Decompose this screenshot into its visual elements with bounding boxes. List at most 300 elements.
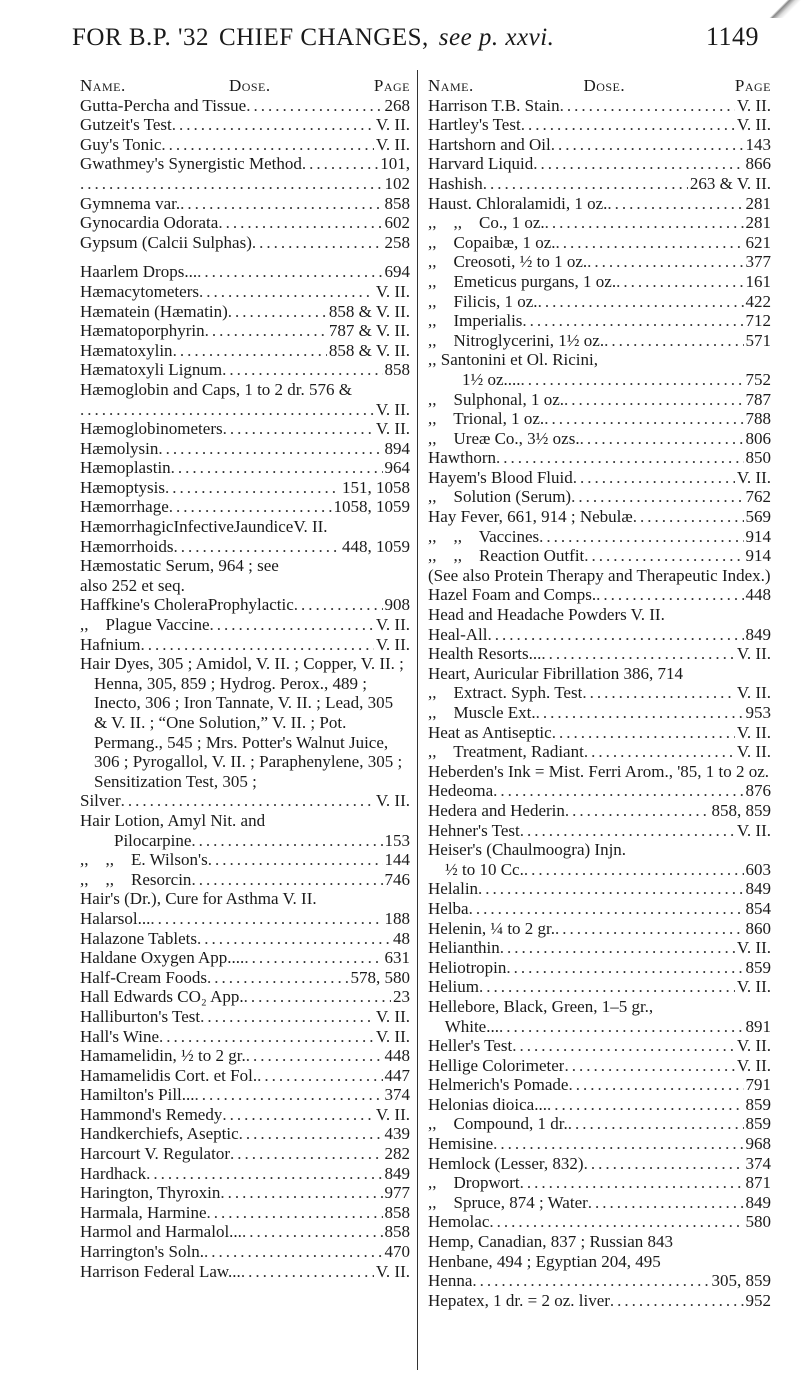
entry-name: ,, Muscle Ext. <box>428 703 536 722</box>
index-entry <box>428 644 771 664</box>
entry-name: ,, Spruce, 874 ; Water <box>428 1192 588 1212</box>
entry-page: 102 <box>384 173 410 193</box>
entry-page: 849 <box>745 1192 771 1212</box>
leader-dots <box>294 595 383 615</box>
entry-page: V. II. <box>375 399 410 419</box>
index-entry <box>428 487 771 507</box>
entry-name: Helba <box>428 898 469 918</box>
entry-page: 858 <box>384 360 410 380</box>
leader-dots <box>571 487 743 507</box>
entry-page: 101, <box>380 154 410 174</box>
entry-page: V. II. <box>736 95 771 115</box>
entry-name: Hellige Colorimeter <box>428 1055 565 1075</box>
leader-dots <box>587 252 743 272</box>
index-entry <box>80 96 410 116</box>
entry-name: Halarsol... <box>80 908 151 928</box>
entry-name: Harmol and Harmalol... <box>80 1222 242 1242</box>
entry-name: Hæmatoporphyrin <box>80 321 205 341</box>
heading-name: Name. <box>428 76 474 95</box>
entry-page: V. II. <box>736 467 771 487</box>
entry-page: 859 <box>745 1094 771 1114</box>
entry-name: Harrison T.B. Stain <box>428 95 560 115</box>
index-entry <box>428 625 771 645</box>
leader-dots <box>560 96 735 116</box>
entry-name: Hæmoplastin <box>80 458 171 478</box>
index-entries-right <box>428 96 771 1311</box>
entry-page: 752 <box>745 369 771 389</box>
leader-dots <box>551 135 744 155</box>
leader-dots <box>524 860 744 880</box>
entry-page: 746 <box>384 869 410 889</box>
index-entry-text: Hæmostatic Serum, 964 ; see <box>80 556 279 576</box>
leader-dots <box>607 194 743 214</box>
entry-name: Harrison Federal Law... <box>80 1261 241 1281</box>
index-entry <box>428 821 771 841</box>
entry-page: 281 <box>745 193 771 213</box>
index-entry <box>428 919 771 939</box>
leader-dots <box>538 292 744 312</box>
leader-dots <box>545 213 744 233</box>
index-entry <box>428 860 771 880</box>
entry-page: 859 <box>745 1114 771 1134</box>
entry-page: 858 & V. II. <box>328 340 410 360</box>
entry-name: ,, ,, Reaction Outfit <box>428 546 585 566</box>
leader-dots <box>222 1105 373 1125</box>
entry-page: 569 <box>745 507 771 527</box>
leader-dots <box>568 1075 743 1095</box>
entry-name: Handkerchiefs, Aseptic <box>80 1124 239 1144</box>
column-divider <box>417 70 418 1370</box>
leader-dots <box>568 1114 744 1134</box>
entry-page: 621 <box>745 232 771 252</box>
entry-name: Helianthin <box>428 938 500 958</box>
index-entry <box>80 419 410 439</box>
index-entry <box>80 948 410 968</box>
entry-name: Haffkine's CholeraProphylactic <box>80 595 294 615</box>
entry-name: Hamamelidin, ½ to 2 gr. <box>80 1046 246 1066</box>
index-entry <box>428 938 771 958</box>
entry-name: Harrington's Soln. <box>80 1242 204 1262</box>
entry-name: Hamilton's Pill... <box>80 1085 195 1105</box>
leader-dots <box>150 909 382 929</box>
entry-name: Halazone Tablets <box>80 928 197 948</box>
entry-name: Heller's Test <box>428 1036 513 1056</box>
entry-page: 914 <box>745 526 771 546</box>
leader-dots <box>173 341 327 361</box>
entry-name: Hæmatoxyli Lignum <box>80 360 223 380</box>
leader-dots <box>80 400 374 420</box>
leader-dots <box>257 1066 382 1086</box>
entry-page: V. II. <box>375 615 410 635</box>
index-entry <box>80 174 410 194</box>
leader-dots <box>533 154 743 174</box>
entry-page: 849 <box>384 1163 410 1183</box>
index-entry <box>428 742 771 762</box>
leader-dots <box>499 1017 744 1037</box>
entry-page: 602 <box>384 213 410 233</box>
leader-dots <box>197 262 382 282</box>
leader-dots <box>633 507 744 527</box>
index-entry-text: Hair Dyes, 305 ; Amidol, V. II. ; Copper, V. II. ; Henna, 305, 859 ; Hydrog. Perox., 489 ; Inecto, 306 ; Iron Tannate, V. II. ; Lead, 305 & V. II. ; “One Solution,” V. II. ; Pot. Permang., 545 ; Mrs. Potter's Walnut Juice, 306 ; Pyrogallol, V. II. ; Paraphenylene, 305 ; Sensitization Test, 305 ; <box>80 654 404 791</box>
entry-page: 952 <box>745 1290 771 1310</box>
entry-page: 964 <box>384 458 410 478</box>
entry-name: Hæmacytometers <box>80 281 199 301</box>
leader-dots <box>580 429 744 449</box>
leader-dots <box>487 625 743 645</box>
index-entry <box>428 1212 771 1232</box>
leader-dots <box>174 537 341 557</box>
index-entry <box>80 929 410 949</box>
index-entry <box>80 115 410 135</box>
entry-page: 1058, 1059 <box>333 497 410 517</box>
entry-name: Hafnium <box>80 634 141 654</box>
entry-name: Hæmatein (Hæmatin) <box>80 301 228 321</box>
leader-dots <box>539 527 743 547</box>
index-entry-text: (See also Protein Therapy and Therapeutic Index.) <box>428 565 771 585</box>
entry-page: 787 & V. II. <box>328 321 410 341</box>
index-entry <box>428 1173 771 1193</box>
entry-name: ,, Dropwort <box>428 1173 520 1193</box>
entry-name: Gymnema var. <box>80 193 181 213</box>
page-number: 1149 <box>705 22 759 51</box>
entry-page: 762 <box>745 487 771 507</box>
leader-dots <box>556 233 744 253</box>
running-title <box>72 24 554 52</box>
index-entry-text: Hair Lotion, Amyl Nit. and <box>80 810 266 830</box>
index-entry <box>428 174 771 194</box>
leader-dots <box>541 644 735 664</box>
leader-dots <box>536 703 744 723</box>
entry-page: 787 <box>745 389 771 409</box>
leader-dots <box>205 321 327 341</box>
entry-page: 161 <box>745 271 771 291</box>
entry-name: ,, ,, Co., 1 oz. <box>428 213 545 233</box>
entry-name: Heat as Antiseptic <box>428 722 552 742</box>
entry-name: Hartshorn and Oil <box>428 134 551 154</box>
index-entry <box>80 1203 410 1223</box>
entry-page: 448, 1059 <box>342 536 410 556</box>
entry-page: 858 <box>384 1202 410 1222</box>
leader-dots <box>191 870 382 890</box>
entry-page: V. II. <box>736 683 771 703</box>
leader-dots <box>302 154 378 174</box>
index-entry <box>80 478 410 498</box>
leader-dots <box>207 1203 383 1223</box>
entry-name: ,, Sulphonal, 1 oz. <box>428 389 564 409</box>
header-see-reference: see p. xxvi. <box>438 24 555 51</box>
leader-dots <box>200 1007 374 1027</box>
leader-dots <box>199 282 374 302</box>
leader-dots <box>165 478 340 498</box>
entry-page: 439 <box>384 1124 410 1144</box>
leader-dots <box>496 448 744 468</box>
entry-name: Harvard Liquid <box>428 154 534 174</box>
running-header <box>72 22 759 62</box>
entry-name: Hepatex, 1 dr. = 2 oz. liver <box>428 1290 610 1310</box>
entry-page: V. II. <box>736 1055 771 1075</box>
index-entry <box>80 850 410 870</box>
entry-name: Helenin, ¼ to 2 gr. <box>428 918 556 938</box>
leader-dots <box>159 1027 374 1047</box>
entry-name: ,, Copaibæ, 1 oz. <box>428 232 556 252</box>
entry-name: Gutzeit's Test <box>80 115 172 135</box>
leader-dots <box>588 1193 744 1213</box>
index-column-left <box>80 76 410 1281</box>
entry-name: ,, Ureæ Co., 3½ ozs. <box>428 428 580 448</box>
entry-name: Helium <box>428 977 479 997</box>
leader-dots <box>584 742 735 762</box>
header-chief: CHIEF CHANGES, <box>218 24 429 51</box>
entry-name: Hæmoglobinometers <box>80 419 223 439</box>
entry-name: ,, Filicis, 1 oz. <box>428 291 538 311</box>
index-entry <box>428 899 771 919</box>
entry-name: Haust. Chloralamidi, 1 oz. <box>428 193 608 213</box>
entry-page: 977 <box>384 1183 410 1203</box>
leader-dots <box>218 213 382 233</box>
entry-page: 281 <box>745 213 771 233</box>
entry-name: ,, ,, E. Wilson's <box>80 850 208 870</box>
entry-page: V. II. <box>375 1261 410 1281</box>
index-entry <box>428 1036 771 1056</box>
index-entry <box>428 429 771 449</box>
index-entry <box>80 135 410 155</box>
index-entry <box>80 1164 410 1184</box>
entry-page: 866 <box>745 154 771 174</box>
index-entry <box>80 870 410 890</box>
index-entry <box>80 791 410 811</box>
entry-page: 712 <box>745 311 771 331</box>
leader-dots <box>521 370 744 390</box>
entry-page: 151, 1058 <box>342 477 410 497</box>
entry-name: Hammond's Remedy <box>80 1104 223 1124</box>
leader-dots <box>512 1036 735 1056</box>
leader-dots <box>479 977 735 997</box>
index-entry <box>428 1056 771 1076</box>
index-entry <box>80 321 410 341</box>
leader-dots <box>252 233 383 253</box>
leader-dots <box>573 468 735 488</box>
index-entry <box>428 194 771 214</box>
entry-page: V. II. <box>736 938 771 958</box>
leader-dots <box>222 360 382 380</box>
index-entry <box>428 1291 771 1311</box>
leader-dots <box>171 458 383 478</box>
entry-name: Pilocarpine <box>80 830 192 850</box>
leader-dots <box>582 683 735 703</box>
entry-page: 448 <box>745 585 771 605</box>
leader-dots <box>169 497 332 517</box>
entry-page: 894 <box>384 438 410 458</box>
entry-name: Hæmoptysis <box>80 477 166 497</box>
entry-name: Gynocardia Odorata <box>80 213 219 233</box>
entry-page: 859 <box>745 957 771 977</box>
leader-dots <box>241 1262 374 1282</box>
index-entry <box>428 1017 771 1037</box>
index-entry-text: ,, Santonini et Ol. Ricini, <box>428 350 598 370</box>
section-gap <box>80 252 410 262</box>
index-entry <box>80 831 410 851</box>
heading-page: Page <box>734 76 771 95</box>
entry-name: Harmala, Harmine <box>80 1202 207 1222</box>
leader-dots <box>564 1056 734 1076</box>
index-entry <box>80 615 410 635</box>
entry-page: 858 <box>384 193 410 213</box>
index-entry <box>80 458 410 478</box>
entry-page: 791 <box>745 1075 771 1095</box>
index-entry <box>80 909 410 929</box>
entry-name: Hemisine <box>428 1134 494 1154</box>
column-heading <box>428 76 771 96</box>
entry-name: Hemlock (Lesser, 832) <box>428 1153 584 1173</box>
entry-name: ,, Nitroglycerini, 1½ oz. <box>428 330 605 350</box>
index-entry <box>428 546 771 566</box>
leader-dots <box>197 929 391 949</box>
entry-page: 788 <box>745 409 771 429</box>
index-entry <box>80 1124 410 1144</box>
entry-page: 908 <box>384 595 410 615</box>
page-corner-fold <box>761 0 801 18</box>
index-entry <box>428 390 771 410</box>
entry-name: ,, Imperialis <box>428 311 523 331</box>
entry-page: 603 <box>745 859 771 879</box>
entry-name: ,, Extract. Syph. Test <box>428 683 583 703</box>
leader-dots <box>244 948 382 968</box>
entry-page: 694 <box>384 262 410 282</box>
index-entry <box>80 213 410 233</box>
index-entry <box>428 135 771 155</box>
index-entry-text: Head and Headache Powders V. II. <box>428 605 665 625</box>
entry-page: 860 <box>745 918 771 938</box>
heading-name: Name. <box>80 76 126 95</box>
entry-name: Helmerich's Pomade <box>428 1075 569 1095</box>
entry-page: 953 <box>745 703 771 722</box>
index-entry <box>428 96 771 116</box>
entry-page: 422 <box>745 291 771 311</box>
leader-dots <box>246 1046 383 1066</box>
entry-page: V. II. <box>736 977 771 997</box>
index-entry <box>428 801 771 821</box>
entry-page: 871 <box>745 1173 771 1193</box>
entry-page: V. II. <box>375 134 410 154</box>
entry-page: 631 <box>384 948 410 968</box>
entry-name: ,, Treatment, Radiant <box>428 742 584 762</box>
leader-dots <box>547 1095 744 1115</box>
entry-name: Hardhack <box>80 1163 147 1183</box>
index-entry <box>428 213 771 233</box>
entry-name: ,, Emeticus purgans, 1 oz. <box>428 271 617 291</box>
index-entry <box>428 507 771 527</box>
entry-page: 968 <box>745 1134 771 1154</box>
entry-name: Hashish <box>428 173 483 193</box>
index-entry-text: Hellebore, Black, Green, 1–5 gr., <box>428 996 654 1016</box>
index-entry-text: Henbane, 494 ; Egyptian 204, 495 <box>428 1251 661 1271</box>
index-entry <box>428 468 771 488</box>
index-entry <box>428 233 771 253</box>
entry-page: 806 <box>745 428 771 448</box>
leader-dots <box>616 272 743 292</box>
entry-name: ,, Trional, 1 oz. <box>428 409 545 429</box>
index-entry <box>80 1242 410 1262</box>
entry-page: V. II. <box>375 419 410 439</box>
entry-page: 268 <box>384 95 410 115</box>
entry-page: 188 <box>384 908 410 928</box>
entry-name: Health Resorts... <box>428 644 542 664</box>
entry-name: Hazel Foam and Comps. <box>428 585 597 605</box>
index-entry-text: Heberden's Ink = Mist. Ferri Arom., '85, 1 to 2 oz. <box>428 761 770 781</box>
entry-page: 858, 859 <box>711 800 771 820</box>
leader-dots <box>493 1134 743 1154</box>
index-entry <box>80 1046 410 1066</box>
index-entry <box>428 977 771 997</box>
index-entry <box>80 1105 410 1125</box>
leader-dots <box>521 115 735 135</box>
leader-dots <box>489 1212 743 1232</box>
entry-name: Heal-All <box>428 624 488 644</box>
index-entry-text: Hæmoglobin and Caps, 1 to 2 dr. 576 & <box>80 379 352 399</box>
leader-dots <box>604 331 743 351</box>
index-entry <box>428 1154 771 1174</box>
entry-name: Half-Cream Foods <box>80 967 208 987</box>
entry-page: 580 <box>745 1212 771 1232</box>
entry-name: Hæmolysin <box>80 438 159 458</box>
entry-page: V. II. <box>375 1026 410 1046</box>
index-entry <box>428 448 771 468</box>
entry-page: 448 <box>384 1046 410 1066</box>
entry-page: V. II. <box>736 115 771 135</box>
index-entry <box>428 370 771 390</box>
index-entry <box>80 497 410 517</box>
entry-page: 578, 580 <box>350 967 410 987</box>
entry-page: 876 <box>745 781 771 801</box>
entry-name: ,, Solution (Serum) <box>428 487 572 507</box>
entry-name: Hall's Wine <box>80 1026 160 1046</box>
entry-name: Hedera and Hederin <box>428 800 565 820</box>
entry-name: Silver <box>80 791 121 811</box>
index-entry <box>428 1095 771 1115</box>
leader-dots <box>140 635 373 655</box>
leader-dots <box>228 302 327 322</box>
index-entry <box>428 272 771 292</box>
index-entry <box>428 723 771 743</box>
index-entry <box>80 154 410 174</box>
entry-name: Harcourt V. Regulator <box>80 1144 230 1164</box>
index-entry <box>428 409 771 429</box>
index-entry <box>428 781 771 801</box>
entry-page: 447 <box>384 1065 410 1085</box>
entry-name: Hedeoma <box>428 781 494 801</box>
entry-page: V. II. <box>375 634 410 654</box>
entry-name: Hamamelidis Cort. et Fol. <box>80 1065 258 1085</box>
entry-page: 854 <box>745 898 771 918</box>
index-column-right <box>428 76 771 1310</box>
leader-dots <box>483 174 688 194</box>
leader-dots <box>195 1085 383 1105</box>
index-entry <box>428 703 771 723</box>
entry-name: Haldane Oxygen App.... <box>80 948 245 968</box>
entry-page: V. II. <box>736 1036 771 1056</box>
entry-page: 305, 859 <box>711 1271 771 1291</box>
entry-name: 1½ oz.... <box>428 369 521 389</box>
entry-name: ½ to 10 Cc. <box>428 859 524 879</box>
entry-page: V. II. <box>736 820 771 840</box>
entry-page: 377 <box>745 252 771 272</box>
leader-dots <box>565 801 710 821</box>
index-entry <box>80 194 410 214</box>
index-entry-text: HæmorrhagicInfectiveJaundiceV. II. <box>80 517 328 537</box>
index-entry <box>80 1262 410 1282</box>
entry-name: ,, ,, Vaccines <box>428 526 540 546</box>
entry-name: Hehner's Test <box>428 820 520 840</box>
